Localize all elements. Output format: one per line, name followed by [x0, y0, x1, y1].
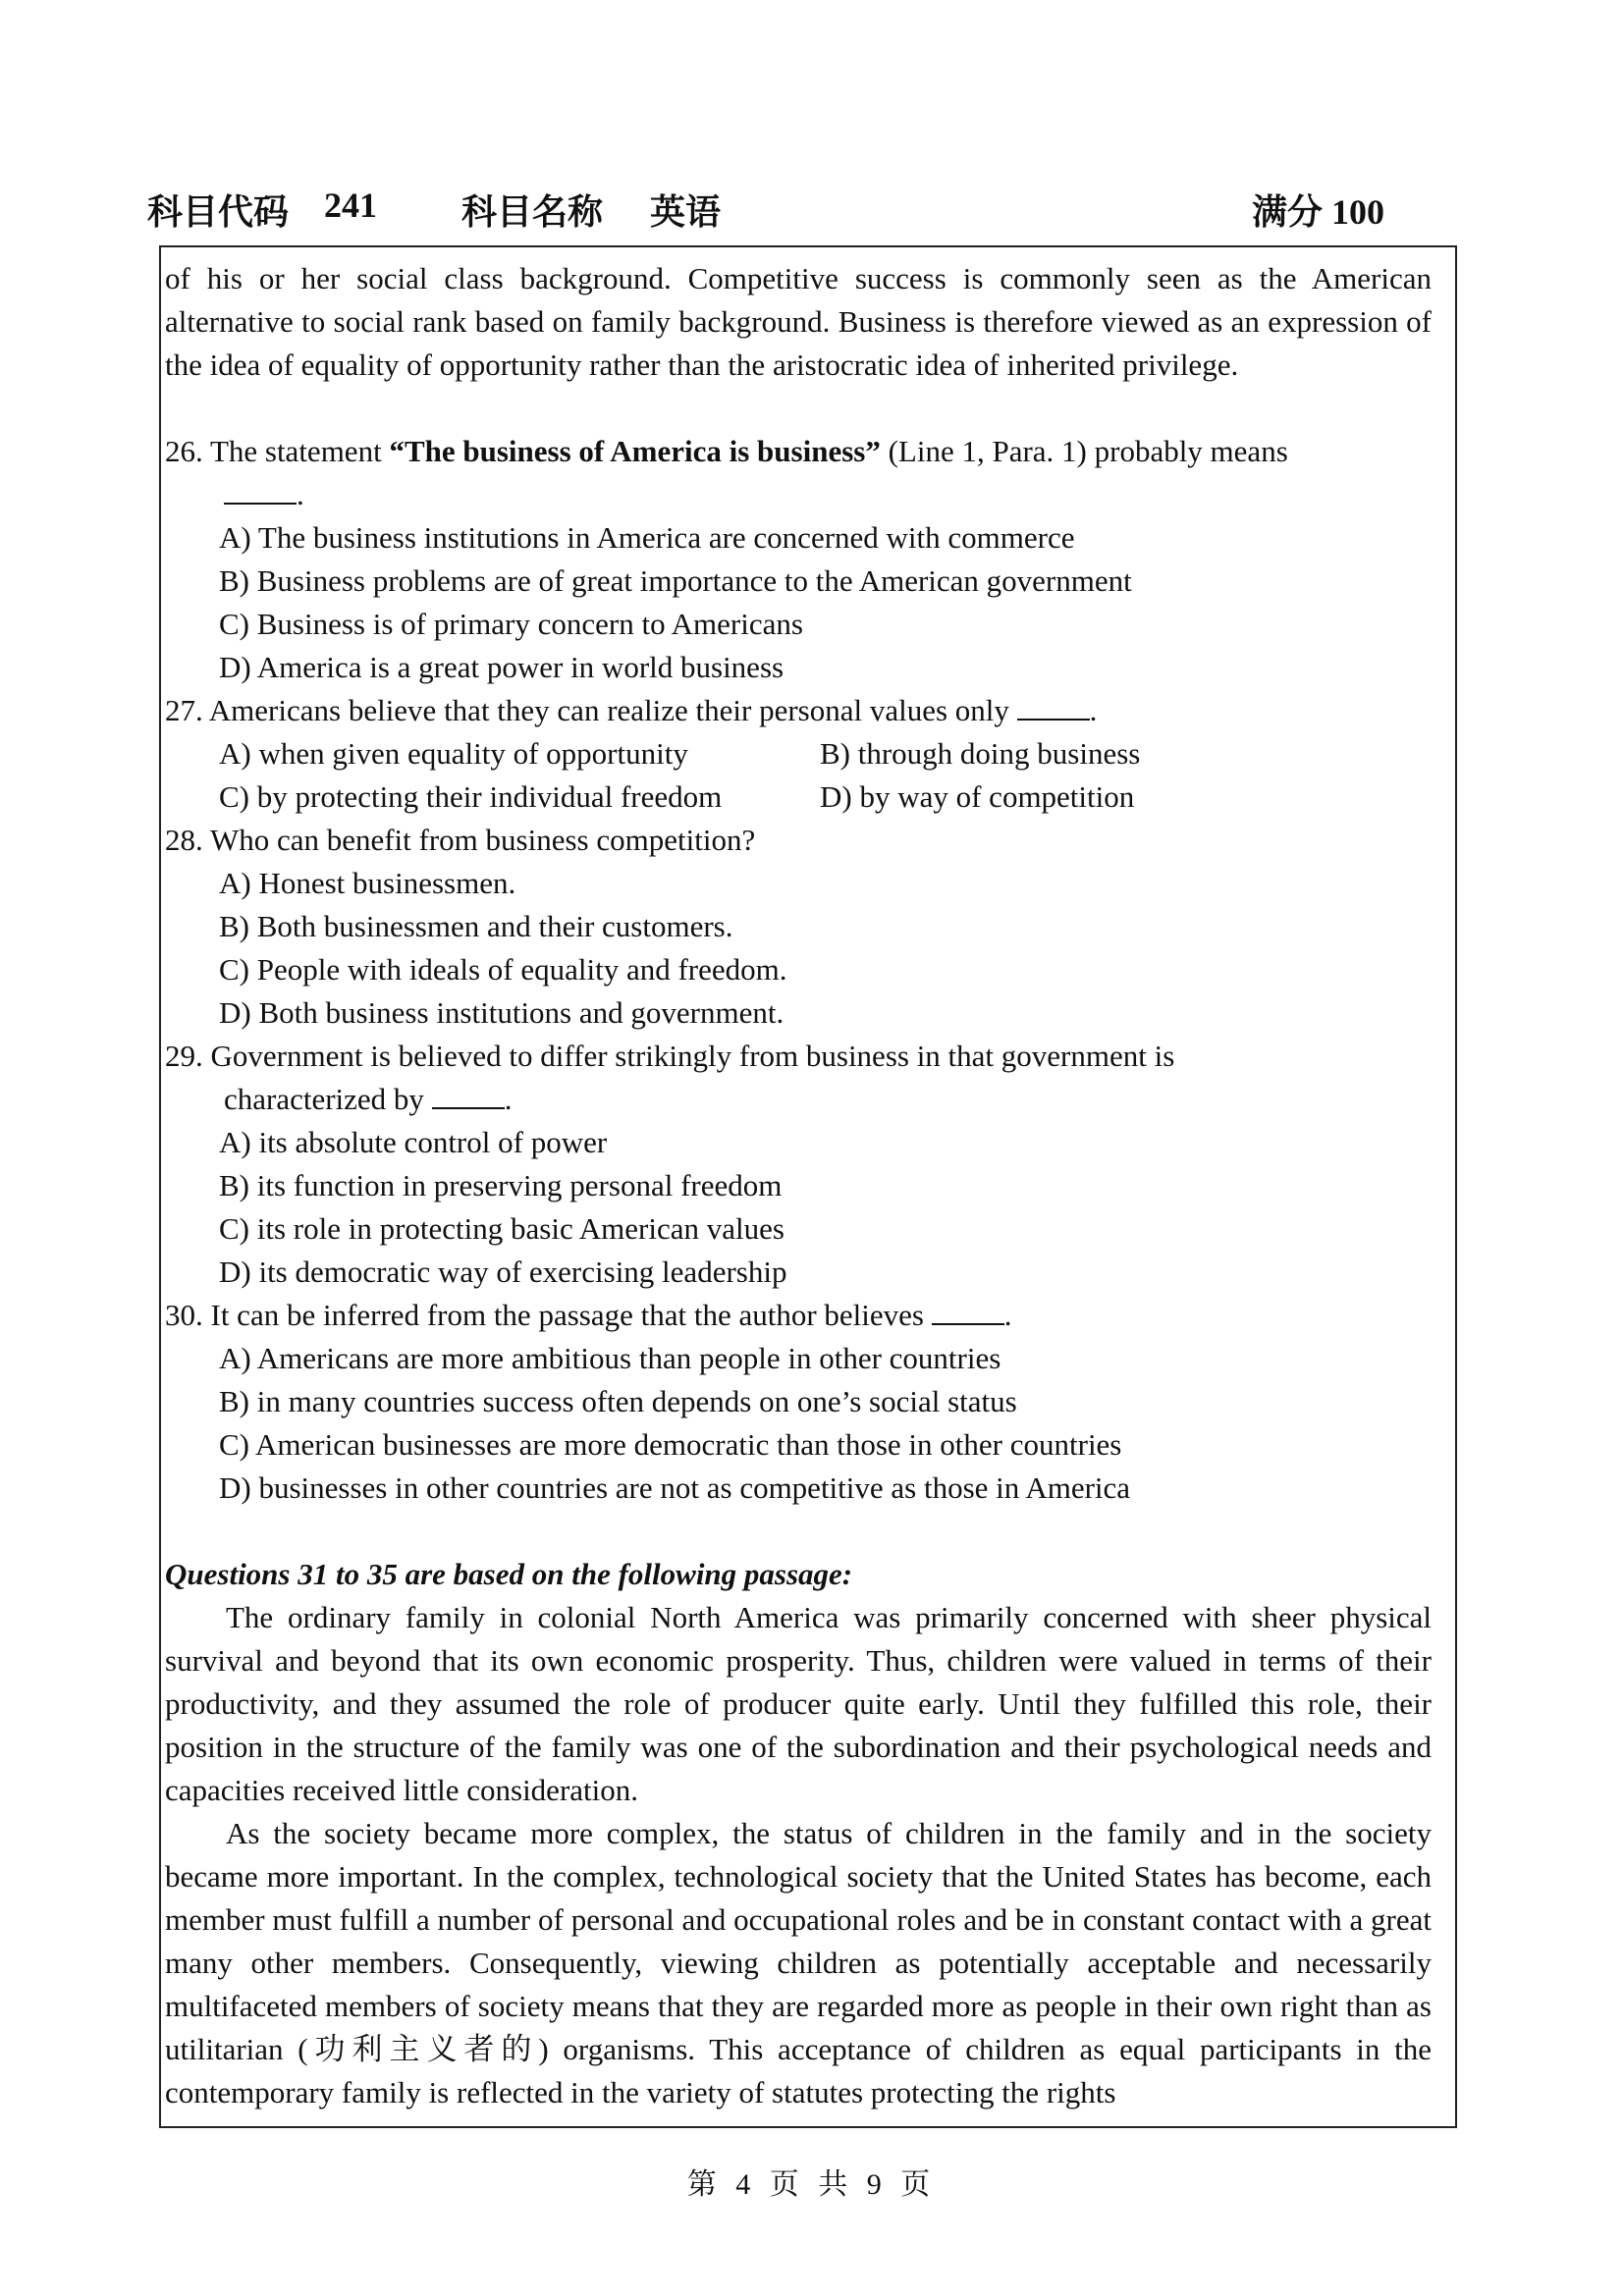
- passage2-para-2: As the society became more complex, the status of children in the family and in the society became more important. In the complex, technological society that the United States has become, each member must fulfill a number of personal and occupational roles and be in constant contact with a great many other members. Consequently, viewing children as potentially acceptable and necessarily multifaceted members of society means that they are regarded more as people in their own right than as utilitarian (功利主义者的) organisms. This acceptance of children as equal participants in the contemporary family is reflected in the variety of statutes protecting the rights: [165, 1816, 1432, 2109]
- q30-option-a: A) Americans are more ambitious than people in other countries: [219, 1341, 1001, 1375]
- q29-option-a: A) its absolute control of power: [219, 1125, 608, 1159]
- q26-stem-pre: 26. The statement: [165, 434, 390, 468]
- answer-blank: [432, 1106, 505, 1109]
- q30-option-b: B) in many countries success often depends on one’s social status: [219, 1384, 1017, 1418]
- q27-option-b: B) through doing business: [820, 736, 1141, 771]
- exam-header: [147, 185, 1384, 243]
- q28-option-d: D) Both business institutions and government.: [219, 995, 784, 1030]
- page-content: [161, 247, 1455, 2126]
- q26-stem-quote: “The business of America is business”: [389, 434, 881, 468]
- answer-blank: [1017, 718, 1090, 721]
- q26-blank: .: [165, 473, 1432, 516]
- q29-option-b: B) its function in preserving personal freedom: [219, 1168, 783, 1202]
- q28-option-c: C) People with ideals of equality and freedom.: [219, 952, 787, 987]
- q30-option-c: C) American businesses are more democratic than those in other countries: [219, 1427, 1122, 1462]
- page-number: 第 4 页 共 9 页: [686, 2168, 937, 2201]
- q28-option-a: A) Honest businessmen.: [219, 866, 516, 900]
- q28-option-b: B) Both businessmen and their customers.: [219, 909, 733, 943]
- full-score: 满分 100: [1251, 192, 1384, 232]
- subject-name-label: 科目名称: [461, 192, 604, 232]
- question-27: 27. Americans believe that they can realize their personal values only .: [165, 693, 1098, 727]
- answer-blank: [224, 502, 297, 505]
- q27-option-a: A) when given equality of opportunity: [219, 736, 688, 771]
- subject-code-label: 科目代码: [147, 192, 290, 232]
- q26-option-c: C) Business is of primary concern to Americans: [219, 607, 803, 641]
- q27-options-row-2: [165, 775, 1432, 819]
- q30-stem: 30. It can be inferred from the passage that the author believes: [165, 1298, 924, 1332]
- passage2-para-1: The ordinary family in colonial North America was primarily concerned with sheer physical survival and beyond that its own economic prosperity. Thus, children were valued in terms of their productivity, and they assumed the role of producer quite early. Until they fulfilled this role, their position in the structure of the family was one of the subordination and their psychological needs and capacities received little consideration.: [165, 1600, 1432, 1807]
- subject-name-value: 英语: [650, 192, 722, 232]
- subject-code-value: 241: [324, 186, 377, 225]
- answer-blank: [932, 1322, 1004, 1325]
- q27-options-row-1: [165, 732, 1432, 775]
- passage1-tail: of his or her social class background. Competitive success is commonly seen as the American alternative to social rank based on family background. Business is therefore viewed as an expression of the idea of equality of opportunity rather than the aristocratic idea of inherited privilege.: [165, 261, 1432, 382]
- q29-option-c: C) its role in protecting basic American values: [219, 1211, 784, 1246]
- q27-option-c: C) by protecting their individual freedom: [219, 779, 723, 814]
- q26-option-d: D) America is a great power in world business: [219, 650, 784, 684]
- q26-option-a: A) The business institutions in America are concerned with commerce: [219, 520, 1075, 555]
- question-28: 28. Who can benefit from business competition?: [165, 823, 756, 857]
- content-frame: [159, 245, 1457, 2128]
- q30-option-d: D) businesses in other countries are not as competitive as those in America: [219, 1470, 1131, 1505]
- q26-option-b: B) Business problems are of great importance to the American government: [219, 563, 1132, 598]
- q29-stem-cont-text: characterized by: [224, 1082, 424, 1116]
- passage2-heading: Questions 31 to 35 are based on the following passage:: [165, 1557, 853, 1591]
- q29-option-d: D) its democratic way of exercising leadership: [219, 1255, 787, 1289]
- question-29: 29. Government is believed to differ strikingly from business in that government is: [165, 1039, 1175, 1073]
- question-26: [165, 430, 1432, 473]
- q29-stem-continued: characterized by .: [224, 1082, 513, 1116]
- question-30: 30. It can be inferred from the passage that the author believes .: [165, 1298, 1012, 1332]
- q27-stem: 27. Americans believe that they can realize their personal values only: [165, 693, 1009, 727]
- q27-option-d: D) by way of competition: [820, 779, 1135, 814]
- q26-stem-post: (Line 1, Para. 1) probably means: [880, 434, 1288, 468]
